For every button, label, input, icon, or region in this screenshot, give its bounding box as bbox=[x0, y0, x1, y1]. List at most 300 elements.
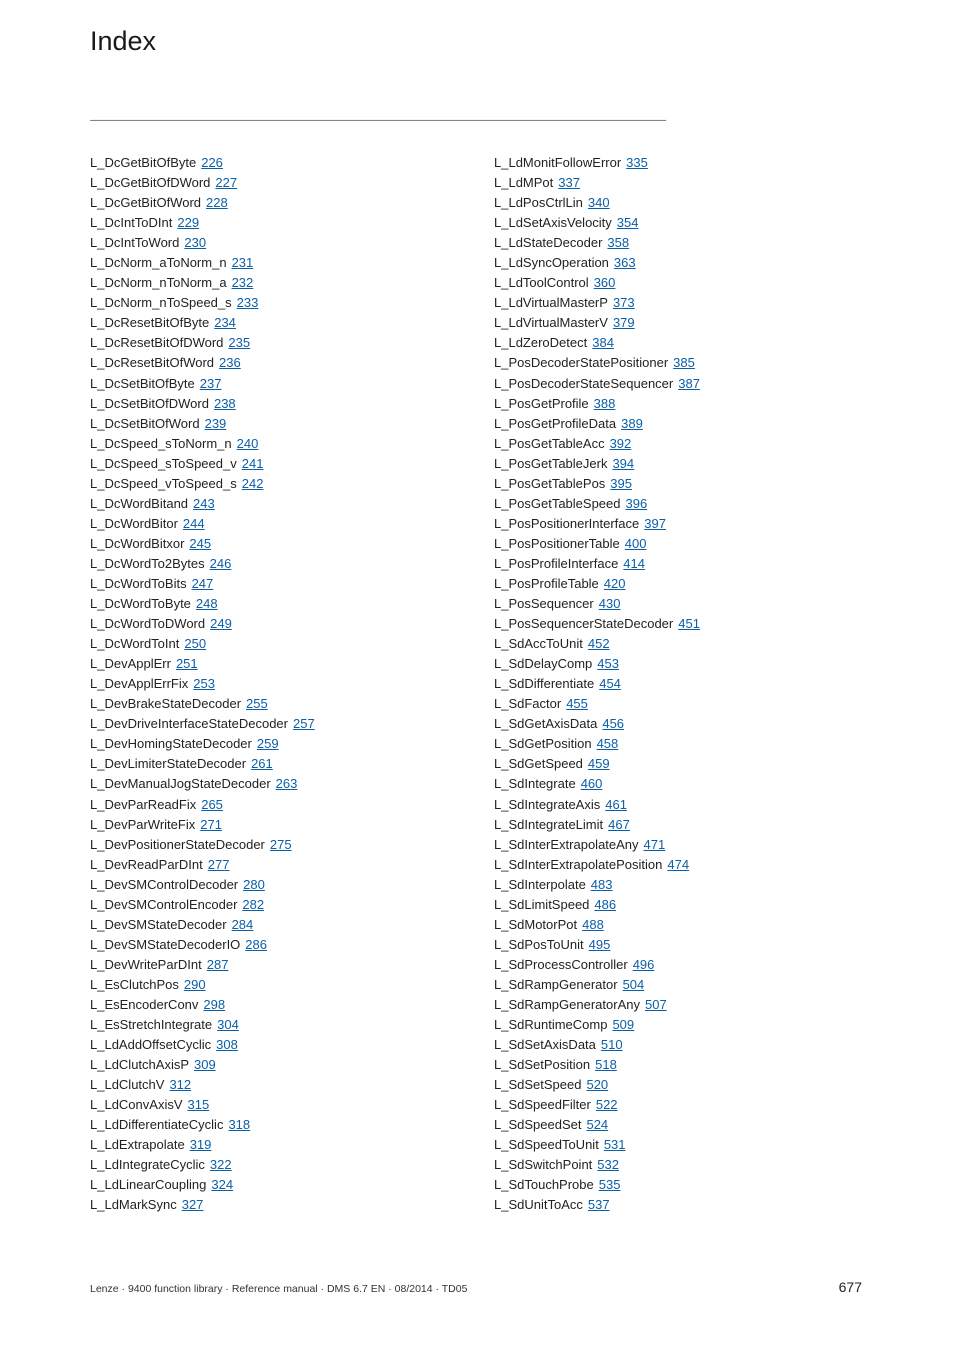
page-link[interactable]: 467 bbox=[608, 816, 630, 832]
index-entry bbox=[90, 1195, 470, 1215]
index-entry-name: L_PosSequencerStateDecoder bbox=[494, 616, 674, 632]
index-entry bbox=[494, 674, 874, 694]
page-link[interactable]: 298 bbox=[203, 996, 226, 1012]
index-entry bbox=[494, 1035, 874, 1055]
index-entry bbox=[90, 714, 470, 734]
page-link[interactable]: 239 bbox=[204, 415, 227, 431]
page-link[interactable]: 379 bbox=[612, 315, 635, 331]
index-entry-name: L_LdClutchAxisP bbox=[90, 1057, 189, 1073]
index-entry bbox=[494, 754, 874, 774]
index-entry bbox=[90, 293, 470, 313]
page-link[interactable]: 235 bbox=[228, 335, 251, 351]
page-link[interactable]: 455 bbox=[566, 696, 588, 712]
index-entry bbox=[90, 674, 470, 694]
page-link[interactable]: 537 bbox=[587, 1197, 610, 1213]
page-link[interactable]: 474 bbox=[667, 856, 690, 872]
page-link[interactable]: 228 bbox=[206, 195, 228, 211]
page-link[interactable]: 460 bbox=[580, 776, 603, 792]
index-entry bbox=[90, 955, 470, 975]
index-entry bbox=[494, 173, 874, 193]
page-link[interactable]: 231 bbox=[231, 255, 254, 271]
index-entry-name: L_DevBrakeStateDecoder bbox=[90, 696, 242, 712]
index-entry-name: L_SdIntegrateAxis bbox=[494, 796, 601, 812]
index-entry-name: L_DcSetBitOfWord bbox=[90, 415, 200, 431]
index-entry-name: L_LdZeroDetect bbox=[494, 335, 588, 351]
index-entry-name: L_DcWordBitand bbox=[90, 495, 189, 511]
index-entry bbox=[494, 374, 874, 394]
index-entry bbox=[90, 454, 470, 474]
page-link[interactable]: 277 bbox=[207, 856, 230, 872]
index-entry bbox=[90, 734, 470, 754]
page-link[interactable]: 414 bbox=[623, 555, 645, 571]
index-entry-name: L_DevHomingStateDecoder bbox=[90, 736, 252, 752]
index-entry-name: L_SdAccToUnit bbox=[494, 636, 583, 652]
index-entry-name: L_DevLimiterStateDecoder bbox=[90, 756, 247, 772]
index-entry-name: L_PosGetTableAcc bbox=[494, 435, 605, 451]
page-link[interactable]: 337 bbox=[558, 175, 580, 191]
index-entry-name: L_LdVirtualMasterV bbox=[494, 315, 608, 331]
page-link[interactable]: 518 bbox=[595, 1057, 617, 1073]
index-entry-name: L_DcWordBitxor bbox=[90, 535, 185, 551]
index-entry-name: L_SdGetAxisData bbox=[494, 716, 598, 732]
page-link[interactable]: 318 bbox=[228, 1117, 251, 1133]
page-link[interactable]: 226 bbox=[201, 155, 223, 170]
index-entry-name: L_DcNorm_aToNorm_n bbox=[90, 255, 227, 271]
index-entry bbox=[494, 394, 874, 414]
page-link[interactable]: 327 bbox=[181, 1197, 204, 1213]
page-link[interactable]: 251 bbox=[175, 656, 198, 672]
index-entry bbox=[90, 574, 470, 594]
index-entry bbox=[90, 313, 470, 333]
page-link[interactable]: 319 bbox=[189, 1137, 212, 1153]
index-entry-name: L_PosGetProfileData bbox=[494, 415, 617, 431]
index-entry bbox=[90, 253, 470, 273]
index-entry-name: L_LdExtrapolate bbox=[90, 1137, 185, 1153]
page-link[interactable]: 234 bbox=[214, 315, 236, 331]
page-link[interactable]: 255 bbox=[246, 696, 268, 712]
index-entry-name: L_LdSyncOperation bbox=[494, 255, 609, 271]
page-link[interactable]: 322 bbox=[209, 1157, 232, 1173]
page-link[interactable]: 363 bbox=[613, 255, 636, 271]
index-entry bbox=[90, 1015, 470, 1035]
index-entry bbox=[494, 774, 874, 794]
index-entry bbox=[494, 614, 874, 634]
index-entry bbox=[90, 474, 470, 494]
page-link[interactable]: 459 bbox=[587, 756, 610, 772]
page-link[interactable]: 400 bbox=[624, 535, 647, 551]
page-link[interactable]: 522 bbox=[595, 1097, 618, 1113]
page-link[interactable]: 238 bbox=[213, 395, 236, 411]
index-entry-name: L_DcResetBitOfWord bbox=[90, 355, 215, 371]
index-entry-name: L_SdSetSpeed bbox=[494, 1077, 582, 1093]
index-entry-name: L_DcWordToDWord bbox=[90, 616, 206, 632]
index-entry-name: L_DevSMControlDecoder bbox=[90, 876, 239, 892]
index-entry bbox=[90, 273, 470, 293]
page-link[interactable]: 290 bbox=[183, 976, 206, 992]
page-link[interactable]: 510 bbox=[600, 1037, 623, 1053]
index-entry-name: L_EsClutchPos bbox=[90, 976, 179, 992]
page-link[interactable]: 387 bbox=[678, 375, 700, 391]
index-entry-name: L_DevApplErrFix bbox=[90, 676, 189, 692]
index-entry-name: L_DcNorm_nToNorm_a bbox=[90, 275, 227, 291]
page-link[interactable]: 324 bbox=[211, 1177, 234, 1193]
page-link[interactable]: 237 bbox=[199, 375, 222, 391]
index-entry bbox=[494, 855, 874, 875]
page-link[interactable]: 236 bbox=[219, 355, 241, 371]
index-entry-name: L_DcIntToWord bbox=[90, 235, 180, 251]
index-entry bbox=[90, 353, 470, 373]
page-link[interactable]: 385 bbox=[673, 355, 695, 371]
index-entry bbox=[90, 233, 470, 253]
index-entry-name: L_SdInterExtrapolateAny bbox=[494, 836, 639, 852]
index-entry-name: L_PosSequencer bbox=[494, 596, 594, 612]
page-link[interactable]: 315 bbox=[187, 1097, 210, 1113]
index-entry-name: L_DevParWriteFix bbox=[90, 816, 196, 832]
page-link[interactable]: 453 bbox=[597, 656, 619, 672]
index-entry-name: L_DcSetBitOfByte bbox=[90, 375, 195, 391]
index-entry bbox=[494, 995, 874, 1015]
index-entry-name: L_DcGetBitOfWord bbox=[90, 195, 202, 211]
index-entry-name: L_PosPositionerTable bbox=[494, 535, 620, 551]
header-rule: ________________________________________________________________ bbox=[90, 107, 667, 124]
index-entry bbox=[90, 1155, 470, 1175]
index-entry-name: L_EsEncoderConv bbox=[90, 996, 199, 1012]
index-entry bbox=[494, 1175, 874, 1195]
page-link[interactable]: 312 bbox=[169, 1077, 192, 1093]
index-entry-name: L_SdGetPosition bbox=[494, 736, 592, 752]
index-entry bbox=[494, 233, 874, 253]
page-link[interactable]: 229 bbox=[177, 215, 200, 231]
index-entry bbox=[90, 394, 470, 414]
index-entry-name: L_SdInterpolate bbox=[494, 876, 586, 892]
index-entry bbox=[494, 514, 874, 534]
index-entry bbox=[494, 714, 874, 734]
page-link[interactable]: 373 bbox=[612, 295, 635, 311]
page-link[interactable]: 483 bbox=[590, 876, 613, 892]
index-entry bbox=[90, 193, 470, 213]
index-entry bbox=[494, 815, 874, 835]
index-entry bbox=[494, 273, 874, 293]
page-link[interactable]: 397 bbox=[644, 515, 666, 531]
index-entry bbox=[494, 694, 874, 714]
index-entry-name: L_DevManualJogStateDecoder bbox=[90, 776, 271, 792]
index-entry bbox=[494, 875, 874, 895]
index-entry bbox=[90, 374, 470, 394]
index-entry bbox=[90, 895, 470, 915]
index-entry bbox=[90, 915, 470, 935]
index-entry bbox=[90, 634, 470, 654]
index-entry bbox=[90, 614, 470, 634]
index-entry-name: L_DevPositionerStateDecoder bbox=[90, 836, 265, 852]
page-link[interactable]: 309 bbox=[194, 1057, 216, 1073]
index-entry bbox=[494, 1095, 874, 1115]
index-entry bbox=[494, 915, 874, 935]
page-link[interactable]: 335 bbox=[626, 155, 648, 170]
index-entry-name: L_SdPosToUnit bbox=[494, 936, 584, 952]
page-link[interactable]: 520 bbox=[586, 1077, 609, 1093]
index-entry bbox=[494, 895, 874, 915]
page-link[interactable]: 458 bbox=[596, 736, 619, 752]
index-entry-name: L_PosProfileTable bbox=[494, 575, 599, 591]
index-entry bbox=[494, 434, 874, 454]
page-link[interactable]: 340 bbox=[587, 195, 610, 211]
index-entry-name: L_SdSetAxisData bbox=[494, 1037, 596, 1053]
index-entry-name: L_SdSpeedFilter bbox=[494, 1097, 591, 1113]
page-link[interactable]: 280 bbox=[243, 876, 265, 892]
index-entry bbox=[90, 795, 470, 815]
index-entry bbox=[494, 955, 874, 975]
index-entry-name: L_DcWordToInt bbox=[90, 636, 180, 652]
index-entry-name: L_SdDelayComp bbox=[494, 656, 593, 672]
index-entry bbox=[90, 975, 470, 995]
page-link[interactable]: 259 bbox=[256, 736, 279, 752]
page-link[interactable]: 471 bbox=[643, 836, 666, 852]
index-entry-name: L_DcResetBitOfByte bbox=[90, 315, 210, 331]
index-entry bbox=[494, 313, 874, 333]
index-entry bbox=[494, 494, 874, 514]
index-entry bbox=[90, 855, 470, 875]
page-link[interactable]: 227 bbox=[215, 175, 238, 191]
index-entry-name: L_LdPosCtrlLin bbox=[494, 195, 583, 211]
page-link[interactable]: 250 bbox=[184, 636, 207, 652]
index-entry bbox=[494, 975, 874, 995]
index-entry bbox=[494, 935, 874, 955]
index-entry-name: L_SdTouchProbe bbox=[494, 1177, 594, 1193]
index-entry-name: L_DcResetBitOfDWord bbox=[90, 335, 224, 351]
index-entry bbox=[90, 654, 470, 674]
page-link[interactable]: 245 bbox=[189, 535, 212, 551]
index-entry bbox=[494, 1115, 874, 1135]
page-link[interactable]: 388 bbox=[593, 395, 616, 411]
page-link[interactable]: 249 bbox=[210, 616, 232, 632]
index-entry-name: L_DevApplErr bbox=[90, 656, 171, 672]
page-link[interactable]: 509 bbox=[612, 1017, 635, 1033]
index-entry-name: L_LdMonitFollowError bbox=[494, 155, 622, 170]
index-entry bbox=[90, 153, 470, 173]
index-entry bbox=[90, 514, 470, 534]
index-entry bbox=[90, 694, 470, 714]
index-entry bbox=[90, 213, 470, 233]
page-link[interactable]: 531 bbox=[603, 1137, 626, 1153]
index-entry bbox=[494, 1135, 874, 1155]
index-entry bbox=[494, 193, 874, 213]
page-link[interactable]: 304 bbox=[217, 1017, 239, 1033]
index-entry bbox=[494, 293, 874, 313]
index-entry bbox=[494, 574, 874, 594]
page-link[interactable]: 242 bbox=[241, 475, 264, 491]
page-link[interactable]: 420 bbox=[603, 575, 626, 591]
index-entry bbox=[90, 333, 470, 353]
page-link[interactable]: 263 bbox=[275, 776, 298, 792]
page-link[interactable]: 486 bbox=[594, 896, 617, 912]
index-entry bbox=[90, 1035, 470, 1055]
index-entry-name: L_LdDifferentiateCyclic bbox=[90, 1117, 224, 1133]
index-entry-name: L_DcWordTo2Bytes bbox=[90, 555, 205, 571]
index-column-left bbox=[90, 153, 470, 1215]
index-entry-name: L_DcGetBitOfByte bbox=[90, 155, 197, 170]
page-link[interactable]: 392 bbox=[609, 435, 632, 451]
index-entry bbox=[494, 333, 874, 353]
page-link[interactable]: 384 bbox=[592, 335, 614, 351]
index-entry-name: L_SdFactor bbox=[494, 696, 562, 712]
page-link[interactable]: 360 bbox=[593, 275, 616, 291]
page-link[interactable]: 246 bbox=[209, 555, 232, 571]
index-entry-name: L_DcIntToDInt bbox=[90, 215, 173, 231]
index-entry-name: L_SdRuntimeComp bbox=[494, 1017, 608, 1033]
index-entry bbox=[90, 1115, 470, 1135]
page-link[interactable]: 233 bbox=[236, 295, 259, 311]
page-link[interactable]: 244 bbox=[182, 515, 205, 531]
index-entry-name: L_LdMPot bbox=[494, 175, 554, 191]
index-entry-name: L_DcSetBitOfDWord bbox=[90, 395, 209, 411]
page-link[interactable]: 243 bbox=[193, 495, 215, 511]
page-link[interactable]: 456 bbox=[602, 716, 625, 732]
page-link[interactable]: 287 bbox=[206, 956, 229, 972]
index-entry-name: L_LdConvAxisV bbox=[90, 1097, 183, 1113]
index-entry bbox=[90, 774, 470, 794]
index-entry bbox=[90, 1135, 470, 1155]
index-entry bbox=[90, 1075, 470, 1095]
page-link[interactable]: 247 bbox=[191, 575, 214, 591]
page-link[interactable]: 451 bbox=[678, 616, 700, 632]
page-link[interactable]: 253 bbox=[193, 676, 215, 692]
page-link[interactable]: 354 bbox=[616, 215, 639, 231]
index-entry bbox=[494, 734, 874, 754]
index-entry bbox=[494, 353, 874, 373]
index-entry-name: L_SdSwitchPoint bbox=[494, 1157, 593, 1173]
index-entry-name: L_DevWriteParDInt bbox=[90, 956, 202, 972]
page-link[interactable]: 504 bbox=[622, 976, 645, 992]
index-entry-name: L_LdToolControl bbox=[494, 275, 589, 291]
page-link[interactable]: 524 bbox=[586, 1117, 609, 1133]
page-title: Index bbox=[90, 26, 157, 56]
index-entry-name: L_SdSetPosition bbox=[494, 1057, 591, 1073]
index-column-right bbox=[494, 153, 874, 1215]
index-entry-name: L_PosGetProfile bbox=[494, 395, 589, 411]
index-entry bbox=[494, 554, 874, 574]
index-entry bbox=[494, 253, 874, 273]
index-entry-name: L_DcGetBitOfDWord bbox=[90, 175, 211, 191]
page-link[interactable]: 488 bbox=[582, 916, 604, 932]
page-link[interactable]: 430 bbox=[598, 596, 621, 612]
index-entry bbox=[90, 1175, 470, 1195]
index-entry-name: L_PosProfileInterface bbox=[494, 555, 619, 571]
index-entry bbox=[494, 654, 874, 674]
index-entry-name: L_SdLimitSpeed bbox=[494, 896, 590, 912]
page-link[interactable]: 507 bbox=[644, 996, 667, 1012]
index-entry bbox=[494, 414, 874, 434]
index-entry-name: L_EsStretchIntegrate bbox=[90, 1017, 213, 1033]
page-link[interactable]: 230 bbox=[184, 235, 207, 251]
index-entry bbox=[90, 935, 470, 955]
index-entry bbox=[90, 835, 470, 855]
index-entry-name: L_DcSpeed_sToNorm_n bbox=[90, 435, 232, 451]
index-entry bbox=[494, 1015, 874, 1035]
page-link[interactable]: 286 bbox=[245, 936, 267, 952]
page-link[interactable]: 275 bbox=[269, 836, 292, 852]
index-entry bbox=[494, 534, 874, 554]
index-entry-name: L_DevParReadFix bbox=[90, 796, 197, 812]
page-link[interactable]: 535 bbox=[598, 1177, 621, 1193]
page-link[interactable]: 389 bbox=[621, 415, 643, 431]
footer-text: Lenze · 9400 function library · Reference manual · DMS 6.7 EN · 08/2014 · TD05 bbox=[90, 1283, 468, 1295]
index-entry-name: L_SdSpeedSet bbox=[494, 1117, 582, 1133]
index-entry-name: L_DcWordToBits bbox=[90, 575, 187, 591]
index-entry-name: L_SdProcessController bbox=[494, 956, 628, 972]
page-link[interactable]: 495 bbox=[588, 936, 611, 952]
index-entry-name: L_LdStateDecoder bbox=[494, 235, 603, 251]
page-link[interactable]: 284 bbox=[231, 916, 254, 932]
index-entry-name: L_SdRampGeneratorAny bbox=[494, 996, 640, 1012]
page-link[interactable]: 232 bbox=[231, 275, 254, 291]
index-entry bbox=[494, 153, 874, 173]
index-entry-name: L_SdUnitToAcc bbox=[494, 1197, 583, 1213]
index-entry bbox=[90, 1055, 470, 1075]
index-entry-name: L_SdSpeedToUnit bbox=[494, 1137, 599, 1153]
index-entry-name: L_PosPositionerInterface bbox=[494, 515, 640, 531]
index-entry-name: L_PosDecoderStatePositioner bbox=[494, 355, 669, 371]
index-entry bbox=[90, 995, 470, 1015]
index-entry-name: L_PosDecoderStateSequencer bbox=[494, 375, 674, 391]
index-entry bbox=[90, 875, 470, 895]
index-entry bbox=[90, 815, 470, 835]
page-link[interactable]: 358 bbox=[607, 235, 630, 251]
page-link[interactable]: 394 bbox=[612, 455, 635, 471]
index-entry bbox=[494, 474, 874, 494]
page-link[interactable]: 261 bbox=[251, 756, 273, 772]
index-entry bbox=[90, 173, 470, 193]
index-entry-name: L_SdDifferentiate bbox=[494, 676, 595, 692]
index-entry-name: L_SdIntegrateLimit bbox=[494, 816, 604, 832]
page-link[interactable]: 461 bbox=[605, 796, 627, 812]
index-entry-name: L_DevSMStateDecoderIO bbox=[90, 936, 241, 952]
page-link[interactable]: 496 bbox=[632, 956, 655, 972]
page-link[interactable]: 452 bbox=[587, 636, 610, 652]
page-link[interactable]: 240 bbox=[236, 435, 259, 451]
page-link[interactable]: 241 bbox=[241, 455, 264, 471]
page-link[interactable]: 308 bbox=[216, 1037, 238, 1053]
index-entry bbox=[494, 634, 874, 654]
index-entry-name: L_DcWordBitor bbox=[90, 515, 178, 531]
index-entry-name: L_DcNorm_nToSpeed_s bbox=[90, 295, 232, 311]
index-entry-name: L_DevSMControlEncoder bbox=[90, 896, 238, 912]
index-entry bbox=[494, 1075, 874, 1095]
index-entry bbox=[90, 754, 470, 774]
page-number: 677 bbox=[838, 1279, 862, 1295]
index-entry-name: L_SdGetSpeed bbox=[494, 756, 583, 772]
index-entry bbox=[90, 434, 470, 454]
index-entry bbox=[90, 594, 470, 614]
index-entry-name: L_DevSMStateDecoder bbox=[90, 916, 227, 932]
index-entry-name: L_DevReadParDInt bbox=[90, 856, 203, 872]
page-link[interactable]: 257 bbox=[293, 716, 315, 732]
page-link[interactable]: 454 bbox=[599, 676, 621, 692]
page-link[interactable]: 396 bbox=[625, 495, 648, 511]
index-entry-name: L_PosGetTablePos bbox=[494, 475, 606, 491]
index-entry bbox=[494, 594, 874, 614]
index-entry-name: L_DcSpeed_sToSpeed_v bbox=[90, 455, 237, 471]
page-link[interactable]: 532 bbox=[597, 1157, 619, 1173]
index-entry-name: L_LdMarkSync bbox=[90, 1197, 177, 1213]
index-entry bbox=[90, 414, 470, 434]
index-entry bbox=[90, 554, 470, 574]
page-link[interactable]: 271 bbox=[200, 816, 222, 832]
page-link[interactable]: 248 bbox=[195, 596, 218, 612]
page-link[interactable]: 395 bbox=[610, 475, 632, 491]
page-link[interactable]: 265 bbox=[201, 796, 223, 812]
index-entry bbox=[494, 795, 874, 815]
page-link[interactable]: 282 bbox=[242, 896, 265, 912]
